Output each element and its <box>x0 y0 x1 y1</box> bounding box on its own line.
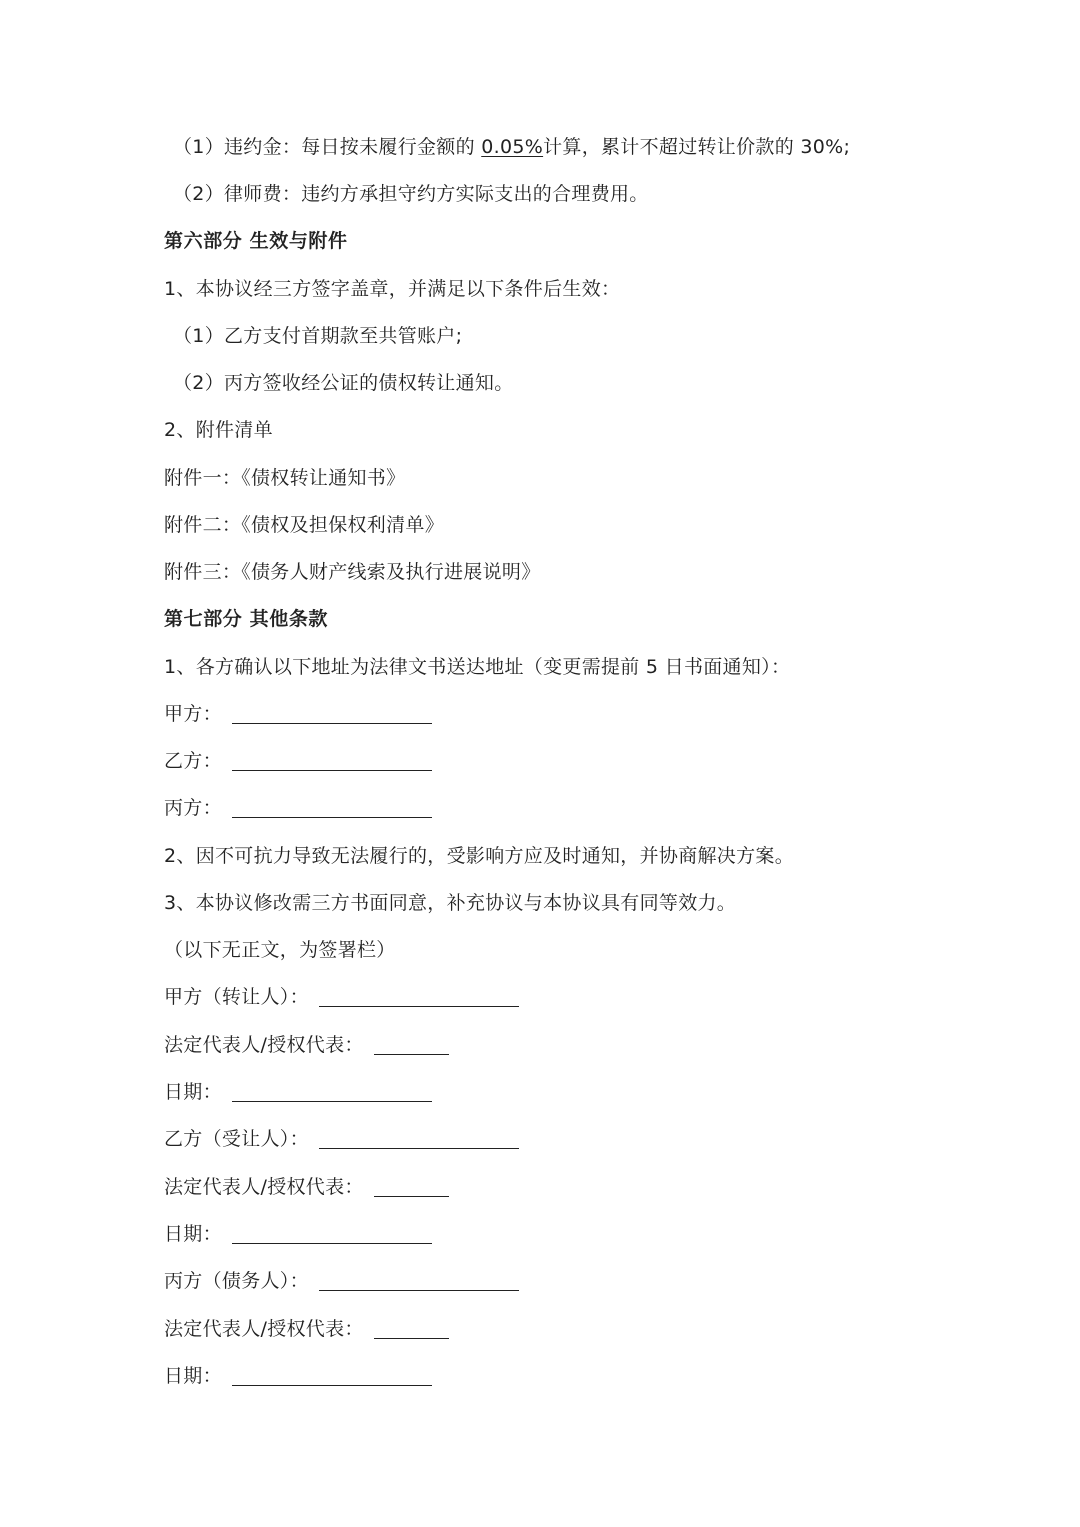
penalty-text: （1）违约金：每日按未履行金额的 <box>173 136 482 158</box>
penalty-clause <box>173 135 850 159</box>
address-party-a-blank[interactable] <box>232 703 432 724</box>
part6-clause-2: 2、附件清单 <box>164 419 273 441</box>
part7-heading: 第七部分 其他条款 <box>164 608 329 630</box>
sign-party-c-label: 丙方（债务人）： <box>164 1270 309 1292</box>
sign-party-b <box>164 1127 519 1151</box>
sign-party-c-rep <box>164 1317 449 1341</box>
lawyer-fee-clause: （2）律师费：违约方承担守约方实际支出的合理费用。 <box>173 183 649 205</box>
attachment-3: 附件三：《债务人财产线索及执行进展说明》 <box>164 561 541 583</box>
penalty-cap: 计算，累计不超过转让价款的 30%; <box>543 136 851 158</box>
sign-party-c-date-blank[interactable] <box>232 1365 432 1386</box>
sign-party-b-label: 乙方（受让人）： <box>164 1128 309 1150</box>
attachment-2: 附件二：《债权及担保权利清单》 <box>164 514 445 536</box>
signature-note: （以下无正文，为签署栏） <box>164 939 396 961</box>
part7-clause-3: 3、本协议修改需三方书面同意，补充协议与本协议具有同等效力。 <box>164 892 737 914</box>
sign-party-a-date-blank[interactable] <box>232 1081 432 1102</box>
address-party-a-label: 甲方： <box>164 703 222 725</box>
sign-party-b-rep-label: 法定代表人/授权代表： <box>164 1176 364 1198</box>
sign-party-a <box>164 985 519 1009</box>
penalty-rate: 0.05% <box>481 136 544 158</box>
sign-party-a-blank[interactable] <box>319 986 519 1007</box>
effect-condition-2: （2）丙方签收经公证的债权转让通知。 <box>173 372 514 394</box>
address-party-a <box>164 702 432 726</box>
sign-party-a-date-label: 日期： <box>164 1081 222 1103</box>
sign-party-c <box>164 1269 519 1293</box>
address-party-c-label: 丙方： <box>164 797 222 819</box>
sign-party-b-date-blank[interactable] <box>232 1223 432 1244</box>
part7-clause-2: 2、因不可抗力导致无法履行的，受影响方应及时通知，并协商解决方案。 <box>164 845 794 867</box>
sign-party-c-blank[interactable] <box>319 1270 519 1291</box>
effect-condition-1: （1）乙方支付首期款至共管账户; <box>173 325 463 347</box>
address-party-b-label: 乙方： <box>164 750 222 772</box>
sign-party-c-date-label: 日期： <box>164 1365 222 1387</box>
address-party-b-blank[interactable] <box>232 750 432 771</box>
sign-party-a-rep <box>164 1033 449 1057</box>
sign-party-c-date <box>164 1364 432 1388</box>
part6-heading: 第六部分 生效与附件 <box>164 230 348 252</box>
sign-party-c-rep-label: 法定代表人/授权代表： <box>164 1318 364 1340</box>
address-party-c <box>164 796 432 820</box>
sign-party-b-rep-blank[interactable] <box>374 1176 449 1197</box>
sign-party-c-rep-blank[interactable] <box>374 1318 449 1339</box>
sign-party-a-label: 甲方（转让人）： <box>164 986 309 1008</box>
part7-clause-1: 1、各方确认以下地址为法律文书送达地址（变更需提前 5 日书面通知）： <box>164 656 791 678</box>
sign-party-b-date <box>164 1222 432 1246</box>
sign-party-b-blank[interactable] <box>319 1128 519 1149</box>
sign-party-b-date-label: 日期： <box>164 1223 222 1245</box>
address-party-b <box>164 749 432 773</box>
sign-party-a-rep-label: 法定代表人/授权代表： <box>164 1034 364 1056</box>
sign-party-a-date <box>164 1080 432 1104</box>
part6-clause-1: 1、本协议经三方签字盖章，并满足以下条件后生效： <box>164 278 621 300</box>
sign-party-a-rep-blank[interactable] <box>374 1034 449 1055</box>
address-party-c-blank[interactable] <box>232 797 432 818</box>
attachment-1: 附件一：《债权转让通知书》 <box>164 467 406 489</box>
sign-party-b-rep <box>164 1175 449 1199</box>
